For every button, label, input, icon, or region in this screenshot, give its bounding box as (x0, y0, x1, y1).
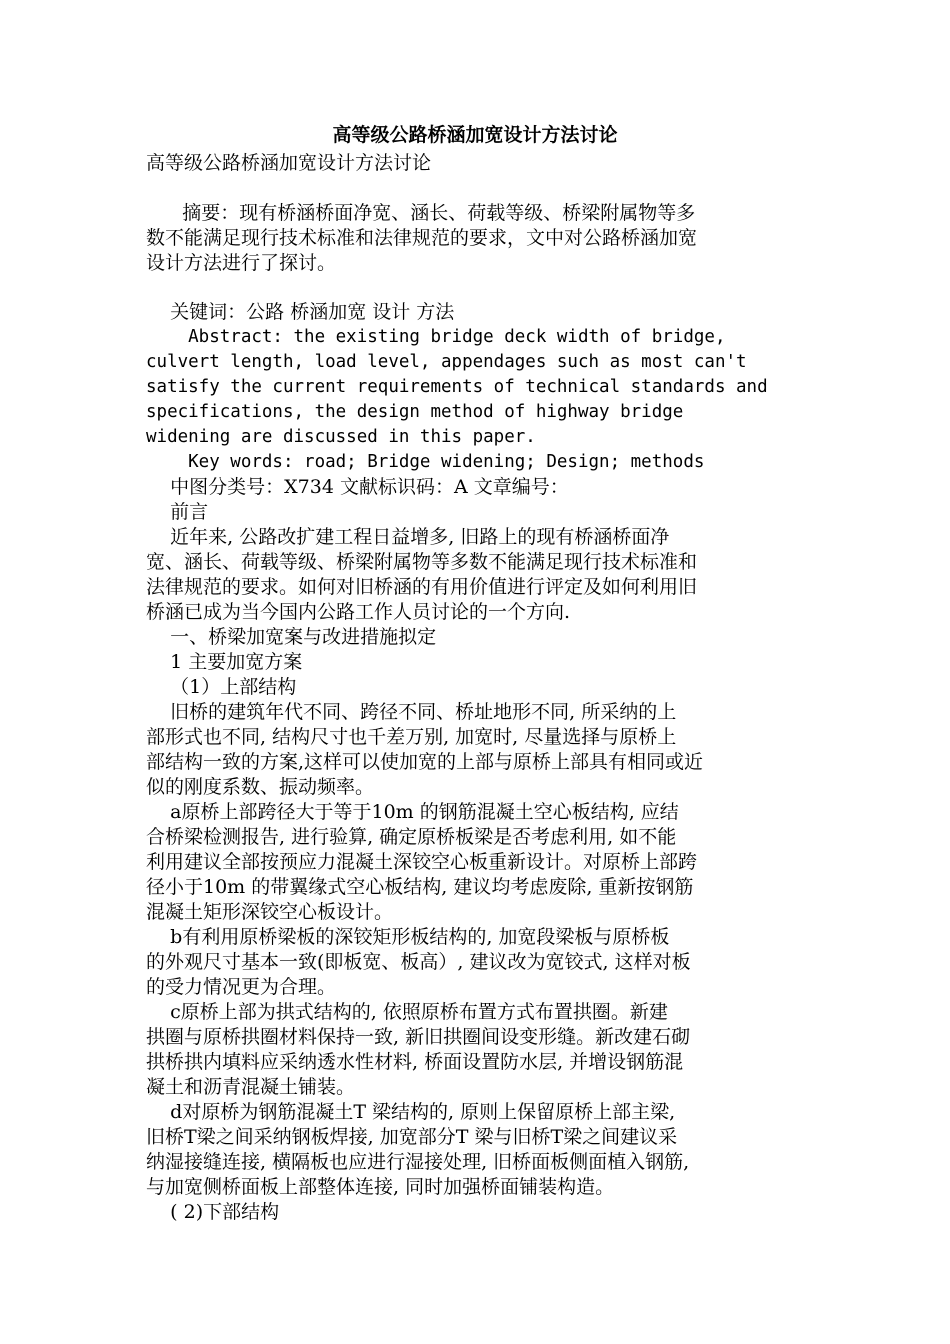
body-line: 近年来, 公路改扩建工程日益增多, 旧路上的现有桥涵桥面净 (146, 526, 670, 548)
body-line: 旧桥的建筑年代不同、跨径不同、桥址地形不同, 所采纳的上 (146, 701, 677, 723)
body-line: 部形式也不同, 结构尺寸也千差万别, 加宽时, 尽量选择与原桥上 (146, 726, 677, 748)
section-heading: （1）上部结构 (146, 676, 297, 698)
body-line: 径小于10m 的带翼缘式空心板结构, 建议均考虑废除, 重新按钢筋 (146, 876, 694, 898)
body-line: c原桥上部为拱式结构的, 依照原桥布置方式布置拱圈。新建 (146, 1001, 668, 1023)
body-line: 桥涵已成为当今国内公路工作人员讨论的一个方向. (146, 601, 571, 623)
body-line: b有利用原桥梁板的深铰矩形板结构的, 加宽段梁板与原桥板 (146, 926, 670, 948)
body-line: d对原桥为钢筋混凝土T 梁结构的, 原则上保留原桥上部主梁, (146, 1101, 676, 1123)
section-heading: ( 2)下部结构 (146, 1201, 280, 1223)
body-line: widening are discussed in this paper. (146, 427, 536, 447)
body-line: satisfy the current requirements of technical standards and (146, 377, 768, 397)
body-line: culvert length, load level, appendages such as most can't (146, 352, 747, 372)
body-line: 与加宽侧桥面板上部整体连接, 同时加强桥面铺装构造。 (146, 1176, 615, 1198)
body-line: 利用建议全部按预应力混凝土深铰空心板重新设计。对原桥上部跨 (146, 851, 698, 873)
body-line: 旧桥T梁之间采纳钢板焊接, 加宽部分T 梁与旧桥T梁之间建议采 (146, 1126, 678, 1148)
body-line: 似的刚度系数、振动频率。 (146, 776, 375, 798)
body-line: 合桥梁检测报告, 进行验算, 确定原桥板梁是否考虑利用, 如不能 (146, 826, 677, 848)
body-line: 的受力情况更为合理。 (146, 976, 337, 998)
body-line: 中图分类号：X734 文献标识码：A 文章编号： (146, 476, 569, 498)
body-line: Abstract: the existing bridge deck width of bridge, (146, 327, 726, 347)
body-line: 关键词：公路 桥涵加宽 设计 方法 (146, 301, 455, 323)
body-line: 部结构一致的方案,这样可以使加宽的上部与原桥上部具有相同或近 (146, 751, 704, 773)
body-line: a原桥上部跨径大于等于10m 的钢筋混凝土空心板结构, 应结 (146, 801, 679, 823)
body-line: 混凝土矩形深铰空心板设计。 (146, 901, 394, 923)
body-line: Key words: road; Bridge widening; Design; methods (146, 452, 705, 472)
body-line: 纳湿接缝连接, 横隔板也应进行湿接处理, 旧桥面板侧面植入钢筋, (146, 1151, 690, 1173)
body-line: specifications, the design method of highway bridge (146, 402, 684, 422)
body-line: 拱桥拱内填料应采纳透水性材料, 桥面设置防水层, 并增设钢筋混 (146, 1051, 684, 1073)
section-heading: 一、桥梁加宽案与改进措施拟定 (146, 626, 437, 648)
body-line: 法律规范的要求。如何对旧桥涵的有用价值进行评定及如何利用旧 (146, 576, 698, 598)
body-line: 宽、涵长、荷载等级、桥梁附属物等多数不能满足现行技术标准和 (146, 551, 698, 573)
body-line: 摘要：现有桥涵桥面净宽、涵长、荷载等级、桥梁附属物等多 (146, 202, 696, 224)
page-title: 高等级公路桥涵加宽设计方法讨论 (332, 124, 618, 146)
body-line: 拱圈与原桥拱圈材料保持一致, 新旧拱圈间设变形缝。新改建石砌 (146, 1026, 691, 1048)
body-line: 数不能满足现行技术标准和法律规范的要求，文中对公路桥涵加宽 (146, 227, 698, 249)
body-line: 前言 (146, 501, 209, 523)
body-line: 设计方法进行了探讨。 (146, 252, 337, 274)
body-line: 的外观尺寸基本一致(即板宽、板高）, 建议改为宽铰式, 这样对板 (146, 951, 691, 973)
section-heading: 1 主要加宽方案 (146, 651, 303, 673)
body-line: 高等级公路桥涵加宽设计方法讨论 (146, 152, 432, 174)
body-line: 凝土和沥青混凝土铺装。 (146, 1076, 356, 1098)
